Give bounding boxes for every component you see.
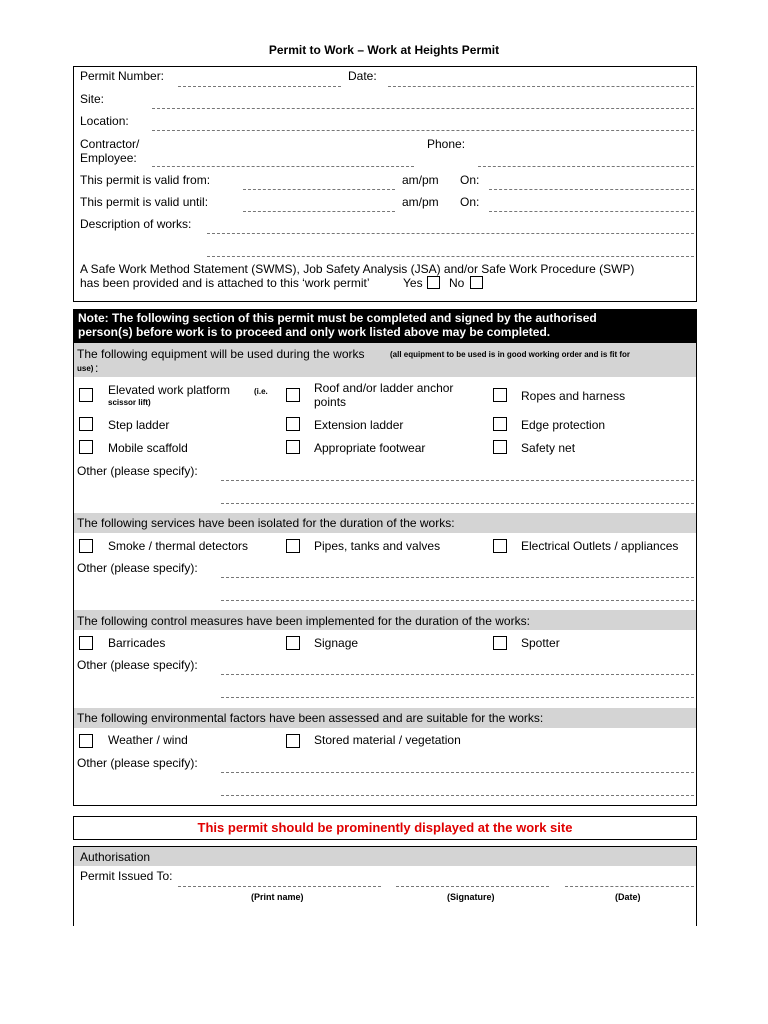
date-label: Date: — [348, 69, 377, 83]
equipment-heading: The following equipment will be used during the works — [77, 347, 365, 361]
equipment-other-field-2[interactable] — [221, 503, 694, 504]
location-field[interactable] — [152, 130, 694, 131]
signage-label: Signage — [314, 636, 359, 650]
barricades-checkbox[interactable] — [79, 636, 93, 650]
permit-number-field[interactable] — [178, 86, 341, 87]
valid-until-on-label: On: — [460, 195, 480, 209]
elevated-platform-checkbox[interactable] — [79, 388, 93, 402]
smoke-detectors-checkbox[interactable] — [79, 539, 93, 553]
valid-from-on-label: On: — [460, 173, 480, 187]
roof-anchor-label2: points — [314, 395, 347, 409]
swms-no-label: No — [449, 276, 465, 290]
safety-net-checkbox[interactable] — [493, 440, 507, 454]
extension-ladder-label: Extension ladder — [314, 418, 404, 432]
electrical-outlets-checkbox[interactable] — [493, 539, 507, 553]
services-other-field-1[interactable] — [221, 577, 694, 578]
spotter-label: Spotter — [521, 636, 560, 650]
employee-label: Employee: — [80, 151, 137, 165]
equipment-heading-note: (all equipment to be used is in good working order and is fit for — [390, 350, 631, 359]
edge-protection-checkbox[interactable] — [493, 417, 507, 431]
extension-ladder-checkbox[interactable] — [286, 417, 300, 431]
valid-until-date-field[interactable] — [489, 211, 694, 212]
site-field[interactable] — [152, 108, 694, 109]
footwear-label: Appropriate footwear — [314, 441, 426, 455]
signage-checkbox[interactable] — [286, 636, 300, 650]
environment-heading: The following environmental factors have been assessed and are suitable for the works: — [77, 711, 544, 725]
controls-other-field-2[interactable] — [221, 697, 694, 698]
swms-text-line2: has been provided and is attached to this ‘work permit’ — [80, 276, 370, 290]
environment-other-field-1[interactable] — [221, 772, 694, 773]
controls-other-field-1[interactable] — [221, 674, 694, 675]
elevated-platform-note2: scissor lift) — [108, 398, 151, 407]
description-field-2[interactable] — [207, 256, 694, 257]
contractor-label: Contractor/ — [80, 137, 140, 151]
authorisation-heading-bar — [74, 847, 696, 866]
note-banner — [74, 310, 696, 343]
location-label: Location: — [80, 114, 129, 128]
spotter-checkbox[interactable] — [493, 636, 507, 650]
mobile-scaffold-checkbox[interactable] — [79, 440, 93, 454]
pipes-tanks-checkbox[interactable] — [286, 539, 300, 553]
pipes-tanks-label: Pipes, tanks and valves — [314, 539, 441, 553]
swms-yes-label: Yes — [403, 276, 423, 290]
issued-to-name-field[interactable] — [178, 886, 381, 887]
environment-other-field-2[interactable] — [221, 795, 694, 796]
roof-anchor-checkbox[interactable] — [286, 388, 300, 402]
authorisation-heading: Authorisation — [80, 850, 151, 864]
valid-until-ampm: am/pm — [402, 195, 439, 209]
note-line1: Note: The following section of this permit must be completed and signed by the authorised — [78, 311, 597, 325]
issued-to-label: Permit Issued To: — [80, 869, 173, 883]
issued-to-date-field[interactable] — [565, 886, 694, 887]
valid-from-ampm: am/pm — [402, 173, 439, 187]
issued-to-signature-field[interactable] — [396, 886, 549, 887]
step-ladder-label: Step ladder — [108, 418, 170, 432]
page-title: Permit to Work – Work at Heights Permit — [268, 43, 500, 57]
environment-other-label: Other (please specify): — [77, 756, 198, 770]
weather-wind-label: Weather / wind — [108, 733, 188, 747]
equipment-heading-note2: use) — [77, 364, 94, 373]
equipment-heading-colon: : — [95, 361, 99, 375]
edge-protection-label: Edge protection — [521, 418, 606, 432]
safety-net-label: Safety net — [521, 441, 576, 455]
weather-wind-checkbox[interactable] — [79, 734, 93, 748]
valid-from-date-field[interactable] — [489, 189, 694, 190]
controls-heading: The following control measures have been implemented for the duration of the works: — [77, 614, 530, 628]
stored-material-label: Stored material / vegetation — [314, 733, 461, 747]
swms-text-line1: A Safe Work Method Statement (SWMS), Job Safety Analysis (JSA) and/or Safe Work Procedure (SWP) — [80, 262, 635, 276]
smoke-detectors-label: Smoke / thermal detectors — [108, 539, 249, 553]
valid-from-time-field[interactable] — [243, 189, 395, 190]
electrical-outlets-label: Electrical Outlets / appliances — [521, 539, 679, 553]
signature-caption: (Signature) — [447, 892, 495, 902]
phone-label: Phone: — [427, 137, 466, 151]
barricades-label: Barricades — [108, 636, 166, 650]
stored-material-checkbox[interactable] — [286, 734, 300, 748]
ropes-harness-checkbox[interactable] — [493, 388, 507, 402]
mobile-scaffold-label: Mobile scaffold — [108, 441, 188, 455]
phone-field[interactable] — [478, 166, 694, 167]
ropes-harness-label: Ropes and harness — [521, 389, 626, 403]
equipment-other-label: Other (please specify): — [77, 464, 198, 478]
display-notice: This permit should be prominently displayed at the work site — [197, 820, 573, 835]
roof-anchor-label1: Roof and/or ladder anchor — [314, 381, 454, 395]
swms-yes-checkbox[interactable] — [427, 276, 440, 289]
services-other-field-2[interactable] — [221, 600, 694, 601]
permit-number-label: Permit Number: — [80, 69, 165, 83]
site-label: Site: — [80, 92, 105, 106]
controls-other-label: Other (please specify): — [77, 658, 198, 672]
contractor-field[interactable] — [152, 166, 414, 167]
elevated-platform-label: Elevated work platform — [108, 383, 231, 397]
valid-until-label: This permit is valid until: — [80, 195, 209, 209]
print-name-caption: (Print name) — [251, 892, 304, 902]
swms-no-checkbox[interactable] — [470, 276, 483, 289]
elevated-platform-note1: (i.e. — [254, 387, 268, 396]
date-field[interactable] — [388, 86, 694, 87]
services-other-label: Other (please specify): — [77, 561, 198, 575]
footwear-checkbox[interactable] — [286, 440, 300, 454]
valid-until-time-field[interactable] — [243, 211, 395, 212]
equipment-other-field-1[interactable] — [221, 480, 694, 481]
step-ladder-checkbox[interactable] — [79, 417, 93, 431]
description-label: Description of works: — [80, 217, 192, 231]
services-heading: The following services have been isolated for the duration of the works: — [77, 516, 455, 530]
valid-from-label: This permit is valid from: — [80, 173, 211, 187]
note-line2: person(s) before work is to proceed and only work listed above may be completed. — [78, 325, 551, 339]
date-caption: (Date) — [615, 892, 641, 902]
description-field-1[interactable] — [207, 233, 694, 234]
